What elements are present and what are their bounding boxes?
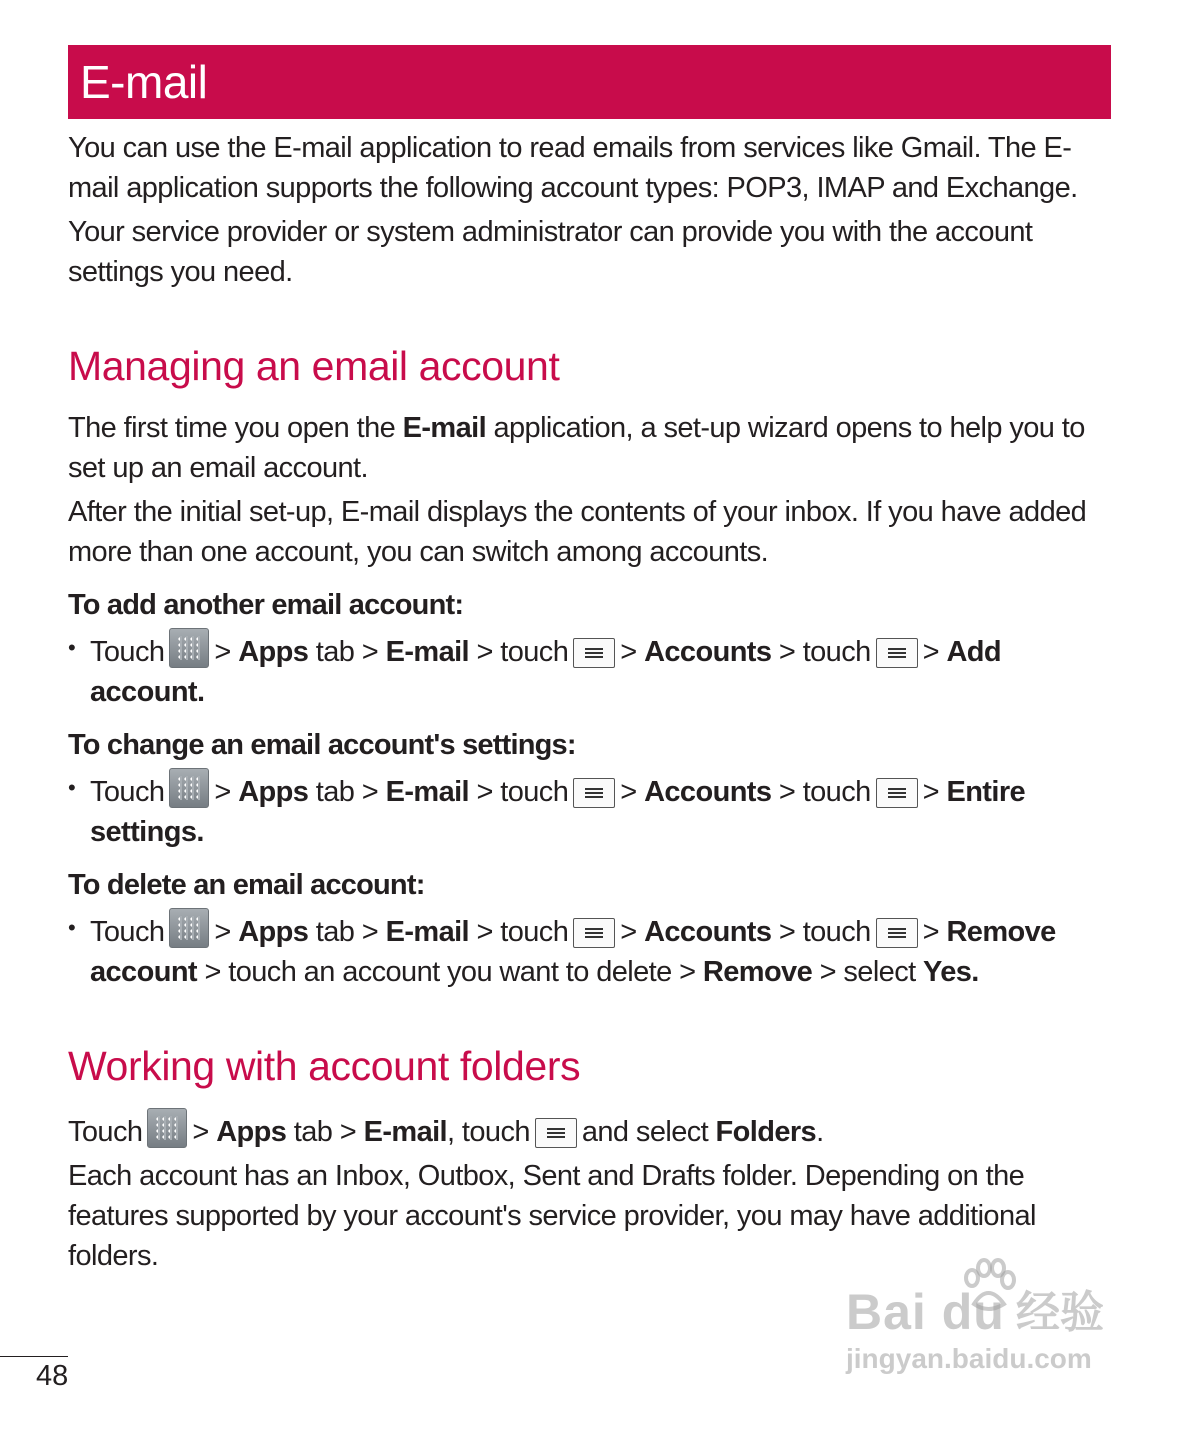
text: > bbox=[620, 916, 637, 948]
text: Touch bbox=[90, 916, 165, 948]
title-bar bbox=[68, 45, 1111, 119]
text: > bbox=[204, 956, 221, 988]
text: tab bbox=[293, 1116, 333, 1148]
text: select bbox=[843, 956, 916, 988]
bullet: • bbox=[68, 915, 76, 940]
text: > bbox=[778, 636, 796, 668]
text: Touch bbox=[90, 776, 165, 808]
subheading-change-settings: To change an email account's settings: bbox=[68, 729, 576, 761]
text: > bbox=[819, 956, 836, 988]
menu-icon bbox=[876, 918, 918, 948]
text: > bbox=[922, 636, 939, 668]
text: The first time you open the bbox=[68, 412, 403, 444]
text-bold: E-mail bbox=[385, 636, 470, 668]
text-bold: E-mail bbox=[363, 1116, 448, 1148]
text: and select bbox=[581, 1116, 709, 1148]
content bbox=[68, 128, 1118, 1276]
menu-icon bbox=[573, 918, 615, 948]
text: > bbox=[361, 776, 379, 808]
intro-paragraph-2: Your service provider or system administrator can provide you with the account settings you need. bbox=[68, 216, 1033, 288]
page-title: E-mail bbox=[80, 56, 208, 108]
folders-paragraph: Each account has an Inbox, Outbox, Sent and Drafts folder. Depending on the features supported by your account's service provider, you may have additional folders. bbox=[68, 1160, 1036, 1272]
text: touch bbox=[802, 636, 871, 668]
watermark-chinese: 经验 bbox=[1016, 1288, 1104, 1337]
section-heading-managing: Managing an email account bbox=[68, 343, 560, 389]
text: . bbox=[816, 1116, 824, 1148]
watermark-url: jingyan.baidu.com bbox=[846, 1343, 1092, 1374]
baidu-watermark bbox=[840, 1250, 1130, 1390]
text: > bbox=[620, 636, 637, 668]
text: > bbox=[679, 956, 696, 988]
text-bold: Apps bbox=[238, 916, 309, 948]
text: > bbox=[476, 636, 493, 668]
text: touch bbox=[802, 776, 871, 808]
text-bold: Accounts bbox=[644, 636, 772, 668]
apps-grid-icon bbox=[169, 768, 209, 808]
text: > bbox=[361, 636, 379, 668]
text: , touch bbox=[447, 1116, 530, 1148]
text: tab bbox=[315, 636, 355, 668]
text: > bbox=[620, 776, 637, 808]
text-bold: Folders bbox=[715, 1116, 817, 1148]
text: > bbox=[778, 776, 796, 808]
text-bold: E-mail bbox=[402, 412, 487, 444]
text: touch bbox=[500, 636, 569, 668]
apps-grid-icon bbox=[147, 1108, 187, 1148]
text: Touch bbox=[68, 1116, 143, 1148]
managing-paragraph-2: After the initial set-up, E-mail displays the contents of your inbox. If you have added more than one account, you can switch among accounts. bbox=[68, 496, 1087, 568]
text-bold: Remove account bbox=[90, 916, 1056, 988]
text: > bbox=[922, 916, 939, 948]
text-bold: Entire settings. bbox=[90, 776, 1026, 848]
text-bold: Accounts bbox=[644, 916, 772, 948]
text: > bbox=[192, 1116, 209, 1148]
text: > bbox=[339, 1116, 357, 1148]
text: tab bbox=[315, 916, 355, 948]
menu-icon bbox=[573, 778, 615, 808]
text: > bbox=[361, 916, 379, 948]
subheading-delete-account: To delete an email account: bbox=[68, 869, 425, 901]
instruction-add-account bbox=[68, 628, 1118, 712]
intro-paragraph-1: You can use the E-mail application to read emails from services like Gmail. The E-mail application supports the following account types: POP3, IMAP and Exchange. bbox=[68, 132, 1078, 204]
apps-grid-icon bbox=[169, 628, 209, 668]
section-heading-folders: Working with account folders bbox=[68, 1043, 581, 1089]
text: touch bbox=[500, 916, 569, 948]
text-bold: E-mail bbox=[385, 776, 470, 808]
text: application, a set-up wizard opens to help you to set up an email account. bbox=[68, 412, 1085, 484]
instruction-change-settings bbox=[68, 768, 1118, 852]
text-bold: Apps bbox=[216, 1116, 287, 1148]
apps-grid-icon bbox=[169, 908, 209, 948]
text: > bbox=[214, 636, 231, 668]
watermark-brand: Bai du bbox=[846, 1284, 1005, 1340]
text-bold: Yes. bbox=[923, 956, 979, 988]
managing-paragraph-1 bbox=[68, 408, 1118, 488]
text-bold: Apps bbox=[238, 776, 309, 808]
text: tab bbox=[315, 776, 355, 808]
text: > bbox=[476, 776, 493, 808]
menu-icon bbox=[573, 638, 615, 668]
menu-icon bbox=[876, 778, 918, 808]
bullet: • bbox=[68, 635, 76, 660]
text-bold: Accounts bbox=[644, 776, 772, 808]
folders-instruction bbox=[68, 1108, 1118, 1152]
text: > bbox=[214, 776, 231, 808]
text: > bbox=[214, 916, 231, 948]
menu-icon bbox=[876, 638, 918, 668]
menu-icon bbox=[535, 1118, 577, 1148]
text: Touch bbox=[90, 636, 165, 668]
subheading-add-account: To add another email account: bbox=[68, 589, 464, 621]
text: touch bbox=[500, 776, 569, 808]
text: > bbox=[778, 916, 796, 948]
text: touch an account you want to delete bbox=[228, 956, 672, 988]
page-rule bbox=[0, 1356, 68, 1357]
bullet: • bbox=[68, 775, 76, 800]
text-bold: Apps bbox=[238, 636, 309, 668]
text-bold: Add account. bbox=[90, 636, 1002, 708]
text-bold: E-mail bbox=[385, 916, 470, 948]
text: > bbox=[922, 776, 939, 808]
text-bold: Remove bbox=[702, 956, 813, 988]
text: touch bbox=[802, 916, 871, 948]
page-number: 48 bbox=[36, 1360, 69, 1392]
text: > bbox=[476, 916, 493, 948]
instruction-delete-account bbox=[68, 908, 1118, 992]
